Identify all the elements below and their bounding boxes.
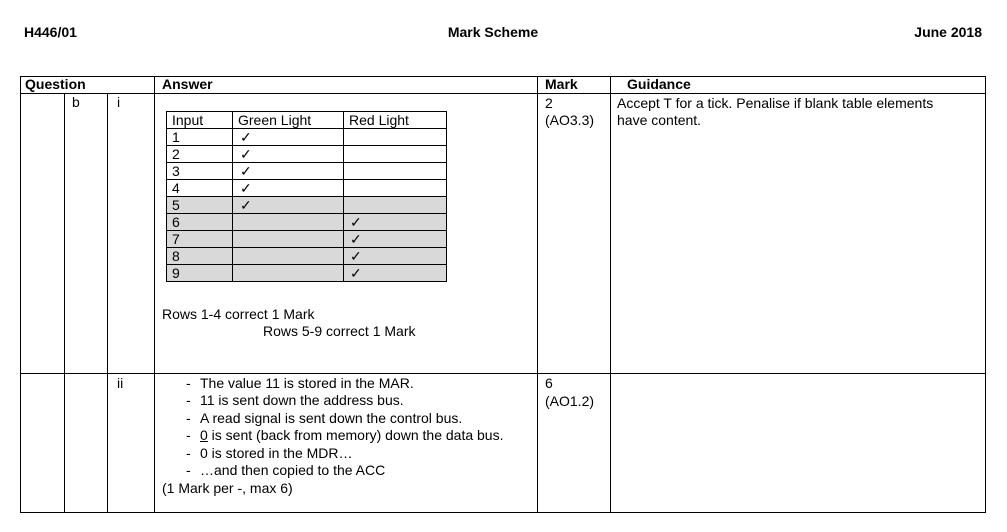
truth-table-row — [167, 146, 447, 163]
guidance-text-continued: have content. — [617, 112, 702, 128]
question-subpart: ii — [117, 375, 124, 391]
grid-vline-answer — [154, 77, 155, 512]
marking-note-rows-1-4: Rows 1-4 correct 1 Mark — [162, 306, 315, 322]
mark-scheme-table — [20, 76, 986, 513]
column-header-question: Question — [25, 76, 86, 92]
answer-step-text: A read signal is sent down the control bus. — [200, 409, 463, 426]
grid-hline-row-divider — [21, 373, 985, 374]
answer-step-text: is sent (back from memory) down the data bus. — [207, 427, 504, 444]
mark-value: 6 — [545, 375, 553, 391]
truth-table-header-green: Green Light — [233, 112, 344, 129]
green-light-cell — [233, 231, 344, 248]
truth-table-row — [167, 129, 447, 146]
column-header-mark: Mark — [545, 76, 578, 92]
input-cell: 4 — [167, 180, 233, 197]
document-code: H446/01 — [24, 24, 77, 40]
truth-table — [166, 111, 447, 282]
question-part: b — [72, 94, 80, 110]
mark-summary: (1 Mark per -, max 6) — [162, 480, 293, 496]
truth-table-row-shaded — [167, 248, 447, 265]
input-cell: 6 — [167, 214, 233, 231]
bullet-dash: - — [186, 444, 191, 461]
truth-table-row — [167, 180, 447, 197]
input-cell: 2 — [167, 146, 233, 163]
grid-vline-question-b — [107, 94, 108, 512]
grid-vline-mark — [537, 77, 538, 512]
answer-steps — [186, 375, 503, 479]
answer-step — [186, 462, 503, 479]
answer-step — [186, 392, 503, 409]
input-cell: 3 — [167, 163, 233, 180]
bullet-dash: - — [186, 427, 191, 444]
bullet-dash: - — [186, 462, 191, 479]
input-cell: 8 — [167, 248, 233, 265]
answer-step — [186, 427, 503, 444]
answer-step — [186, 375, 503, 392]
question-subpart: i — [117, 94, 121, 110]
grid-hline-header — [21, 93, 985, 94]
answer-step-text: The value 11 is stored in the MAR. — [200, 375, 414, 391]
answer-step-text: 0 is stored in the MDR… — [200, 444, 353, 461]
guidance-text: Accept T for a tick. Penalise if blank table elements — [617, 95, 934, 111]
truth-table-header-input: Input — [167, 112, 233, 129]
answer-step — [186, 445, 503, 462]
input-cell: 5 — [167, 197, 233, 214]
column-header-guidance: Guidance — [627, 76, 691, 92]
green-light-cell — [233, 248, 344, 265]
answer-step-underlined: 0 — [200, 427, 208, 444]
green-light-cell: ✓ — [233, 180, 344, 197]
truth-table-row — [167, 163, 447, 180]
green-light-cell — [233, 265, 344, 282]
red-light-cell: ✓ — [344, 265, 447, 282]
red-light-cell: ✓ — [344, 231, 447, 248]
assessment-objective: (AO1.2) — [545, 393, 595, 409]
red-light-cell: ✓ — [344, 248, 447, 265]
green-light-cell: ✓ — [233, 146, 344, 163]
green-light-cell — [233, 214, 344, 231]
grid-vline-guidance — [610, 77, 611, 512]
input-cell: 9 — [167, 265, 233, 282]
red-light-cell: ✓ — [344, 214, 447, 231]
bullet-dash: - — [186, 409, 191, 426]
input-cell: 7 — [167, 231, 233, 248]
truth-table-row-shaded — [167, 197, 447, 214]
red-light-cell — [344, 129, 447, 146]
answer-step-text: 11 is sent down the address bus. — [200, 392, 404, 409]
red-light-cell — [344, 197, 447, 214]
red-light-cell — [344, 163, 447, 180]
answer-step-list — [186, 375, 503, 479]
green-light-cell: ✓ — [233, 129, 344, 146]
input-cell: 1 — [167, 129, 233, 146]
green-light-cell: ✓ — [233, 197, 344, 214]
mark-value: 2 — [545, 95, 553, 111]
marking-note-rows-5-9: Rows 5-9 correct 1 Mark — [263, 323, 416, 339]
truth-table-header-red: Red Light — [344, 112, 447, 129]
truth-table-header-row — [167, 112, 447, 129]
column-header-answer: Answer — [162, 76, 213, 92]
bullet-dash: - — [186, 375, 191, 391]
assessment-objective: (AO3.3) — [545, 112, 595, 128]
document-date: June 2018 — [914, 24, 982, 40]
document-title: Mark Scheme — [447, 24, 539, 40]
answer-step — [186, 410, 503, 427]
grid-vline-question-a — [64, 94, 65, 512]
answer-step-text: …and then copied to the ACC — [200, 462, 386, 479]
red-light-cell — [344, 146, 447, 163]
green-light-cell: ✓ — [233, 163, 344, 180]
truth-table-row-shaded — [167, 214, 447, 231]
red-light-cell — [344, 180, 447, 197]
truth-table-row-shaded — [167, 231, 447, 248]
bullet-dash: - — [186, 392, 191, 409]
truth-table-row-shaded — [167, 265, 447, 282]
